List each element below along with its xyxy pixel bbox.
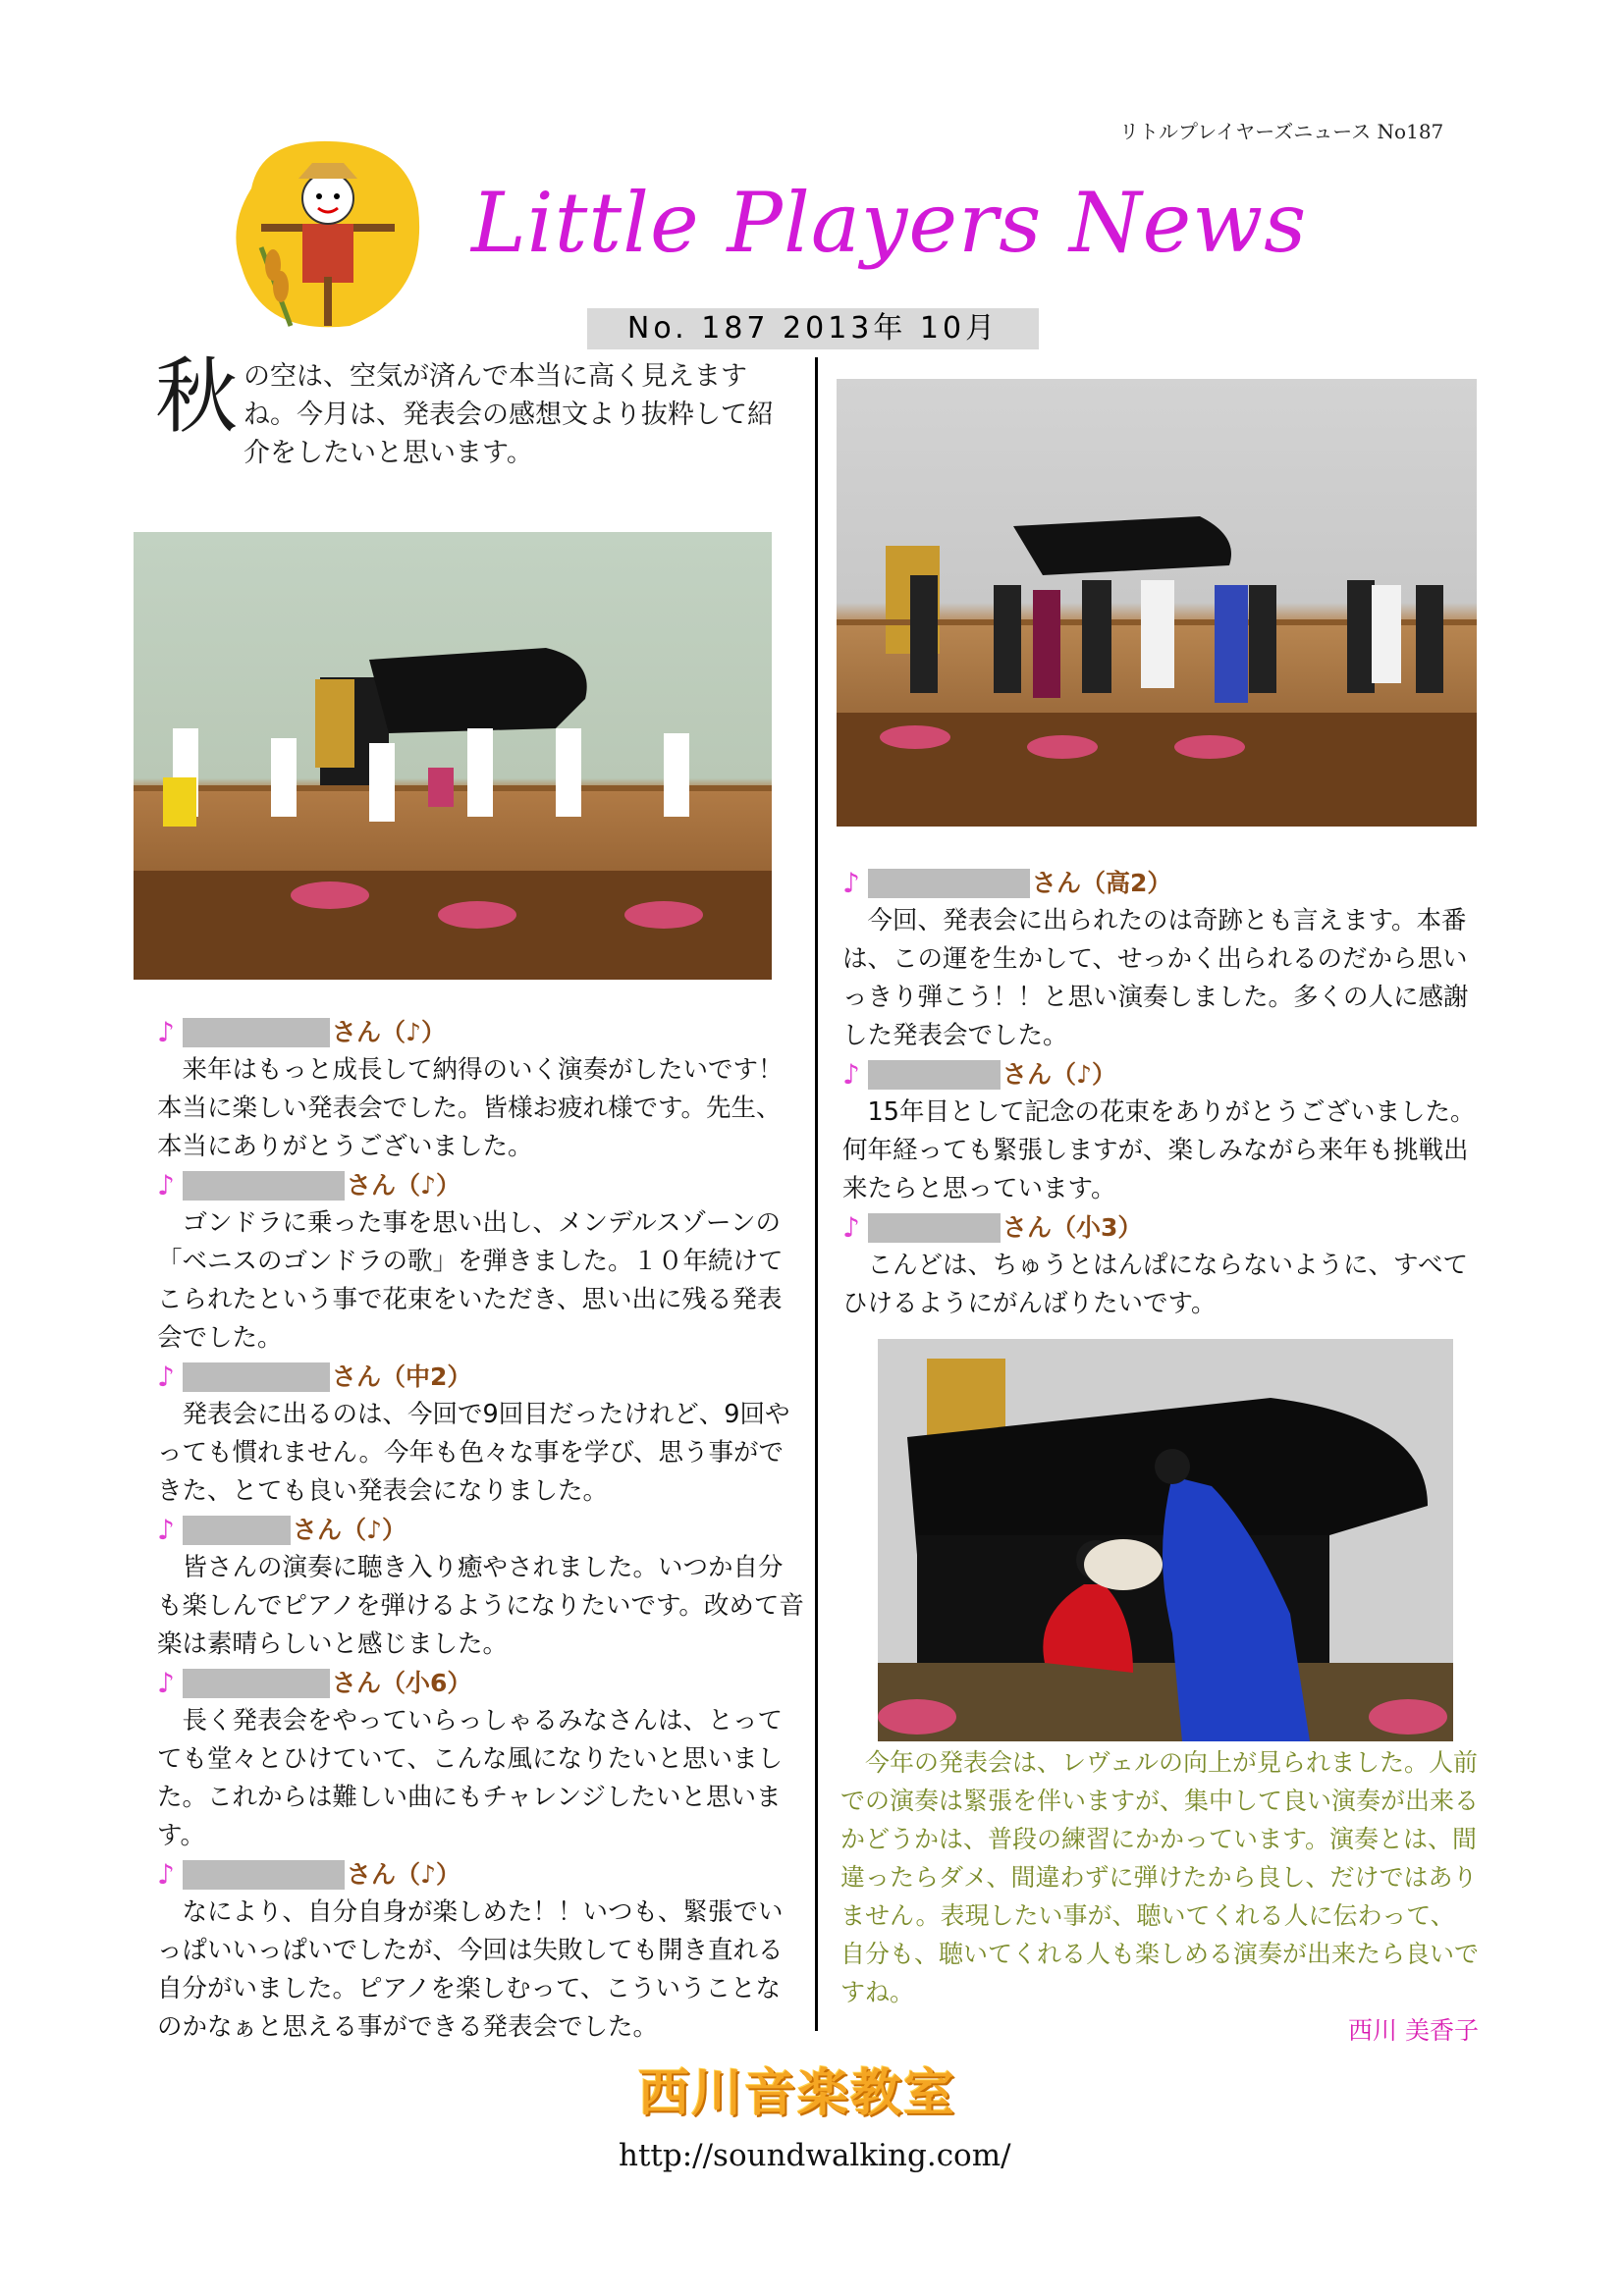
website-link[interactable]: http://soundwalking.com/ (619, 2138, 1011, 2173)
redacted-name (183, 1516, 291, 1545)
music-note-icon: ♪ (157, 1016, 175, 1048)
entry-text: 発表会に出るのは、今回で9回目だったけれど、9回やっても慣れません。今年も色々な事を学び、思う事ができた、とても良い発表会になりました。 (157, 1400, 790, 1506)
newsletter-title: Little Players News (471, 175, 1308, 271)
entry-suffix: さん（♪） (347, 1171, 460, 1200)
entry-suffix: さん（中2） (332, 1362, 472, 1391)
entry-text: 今回、発表会に出られたのは奇跡とも言えます。本番は、この運を生かして、せっかく出られるのだから思いっきり弾こう！！と思い演奏しました。多くの人に感謝した発表会でした。 (842, 906, 1469, 1050)
entry (157, 1013, 805, 1166)
teacher-message (840, 1743, 1479, 2050)
right-column-entries (842, 864, 1481, 1323)
column-divider (815, 357, 818, 2031)
dropcap: 秋 (155, 348, 239, 445)
music-note-icon: ♪ (842, 1058, 860, 1091)
music-note-icon: ♪ (157, 1169, 175, 1201)
entry (842, 864, 1481, 1055)
entry-suffix: さん（♪） (347, 1860, 460, 1889)
issue-tag: リトルプレイヤーズニュース No187 (1119, 120, 1444, 143)
entry (157, 1166, 805, 1358)
entry-suffix: さん（♪） (332, 1018, 446, 1046)
entry (157, 1511, 805, 1664)
music-note-icon: ♪ (842, 867, 860, 899)
entry (842, 1208, 1481, 1323)
redacted-name (183, 1018, 330, 1047)
entry-suffix: さん（♪） (1002, 1060, 1116, 1089)
redacted-name (183, 1860, 345, 1890)
entry (157, 1664, 805, 1855)
stage-photo-adults (837, 379, 1477, 827)
school-name-logo: 西川音楽教室 (638, 2064, 957, 2123)
entry (157, 1855, 805, 2047)
music-note-icon: ♪ (157, 1667, 175, 1699)
intro-paragraph (155, 348, 798, 472)
music-note-icon: ♪ (157, 1361, 175, 1393)
entry-text: 来年はもっと成長して納得のいく演奏がしたいです！本当に楽しい発表会でした。皆様お疲れ様です。先生、本当にありがとうございました。 (157, 1055, 784, 1161)
entry-text: ゴンドラに乗った事を思い出し、メンデルスゾーンの「ベニスのゴンドラの歌」を弾きました。１０年続けてこられたという事で花束をいただき、思い出に残る発表会でした。 (157, 1208, 784, 1353)
music-note-icon: ♪ (157, 1514, 175, 1546)
redacted-name (868, 1060, 1001, 1090)
stage-photo-children (134, 532, 772, 980)
intro-text: の空は、空気が済んで本当に高く見えますね。今月は、発表会の感想文より抜粋して紹介をしたいと思います。 (244, 361, 775, 468)
music-note-icon: ♪ (157, 1858, 175, 1891)
entry-suffix: さん（高2） (1032, 869, 1172, 897)
entry-text: こんどは、ちゅうとはんぱにならないように、すべてひけるようにがんばりたいです。 (842, 1251, 1468, 1318)
entry-text: 皆さんの演奏に聴き入り癒やされました。いつか自分も楽しんでピアノを弾けるようになりたいです。改めて音楽は素晴らしいと感じました。 (157, 1553, 804, 1659)
redacted-name (183, 1362, 330, 1392)
teacher-message-text: 今年の発表会は、レヴェルの向上が見られました。人前での演奏は緊張を伴いますが、集中して良い演奏が出来るかどうかは、普段の練習にかかっています。演奏とは、間違ったらダメ、間違わずに弾けたから良し、だけではありません。表現したい事が、聴いてくれる人に伝わって、自分も、聴いてくれる人も楽しめる演奏が出来たら良いですね。 (840, 1748, 1480, 2006)
entry-text: 長く発表会をやっていらっしゃるみなさんは、とってても堂々とひけていて、こんな風になりたいと思いました。これからは難しい曲にもチャレンジしたいと思います。 (157, 1706, 783, 1850)
redacted-name (868, 1213, 1001, 1243)
entry-suffix: さん（小3） (1002, 1213, 1143, 1242)
redacted-name (183, 1171, 345, 1201)
left-column-entries (157, 1013, 805, 2047)
issue-number-bar: No. 187 2013年 10月 (587, 308, 1039, 349)
entry-text: 15年目として記念の花束をありがとうございました。何年経っても緊張しますが、楽しみながら来年も挑戦出来たらと思っています。 (842, 1097, 1476, 1203)
entry (157, 1358, 805, 1511)
redacted-name (868, 869, 1030, 898)
bouquet-presentation-photo (878, 1339, 1453, 1741)
music-note-icon: ♪ (842, 1211, 860, 1244)
scarecrow-logo-icon (222, 130, 428, 336)
entry-suffix: さん（♪） (293, 1516, 406, 1544)
redacted-name (183, 1669, 330, 1698)
teacher-signature: 西川 美香子 (1348, 2016, 1479, 2045)
entry-suffix: さん（小6） (332, 1669, 472, 1697)
entry-text: なにより、自分自身が楽しめた！！いつも、緊張でいっぱいいっぱいでしたが、今回は失敗しても開き直れる自分がいました。ピアノを楽しむって、こういうことなのかなぁと思える事ができる発表会でした。 (157, 1897, 784, 2042)
entry (842, 1055, 1481, 1208)
